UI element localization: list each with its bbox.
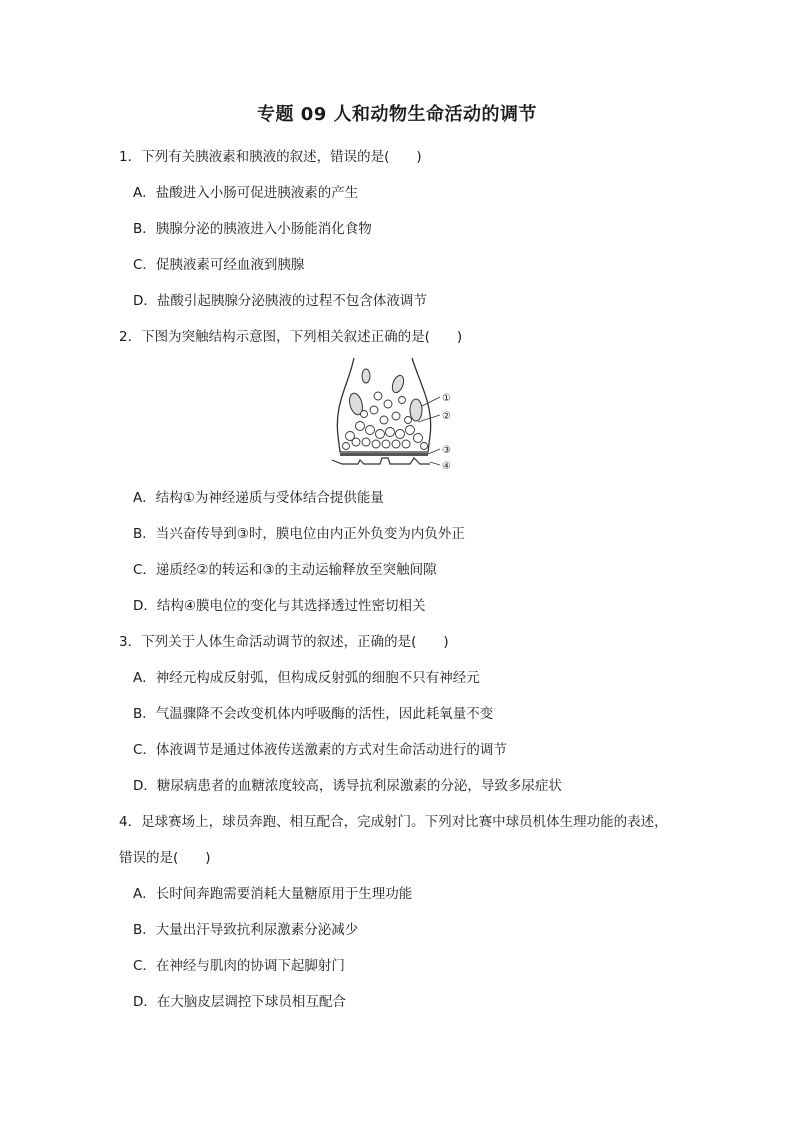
postsynaptic-membrane (332, 458, 430, 464)
question-3-option-c: C．体液调节是通过体液传送激素的方式对生命活动进行的调节 (133, 742, 507, 758)
mitochondrion (347, 369, 422, 421)
question-1-option-b: B．胰腺分泌的胰液进入小肠能消化食物 (133, 221, 372, 237)
label-3: ③ (442, 445, 451, 456)
question-2-stem: 2．下图为突触结构示意图，下列相关叙述正确的是( ) (119, 329, 463, 345)
question-4-stem-continued: 错误的是( ) (119, 850, 211, 866)
synapse-diagram (330, 356, 462, 474)
label-4: ④ (442, 461, 451, 472)
label-2: ② (442, 411, 451, 422)
question-2-option-a: A．结构①为神经递质与受体结合提供能量 (133, 490, 384, 506)
question-2-option-d: D．结构④膜电位的变化与其选择透过性密切相关 (133, 598, 426, 614)
question-4-stem: 4．足球赛场上，球员奔跑、相互配合，完成射门。下列对比赛中球员机体生理功能的表述， (119, 814, 668, 830)
question-1-option-c: C．促胰液素可经血液到胰腺 (133, 257, 305, 273)
question-4-option-b: B．大量出汗导致抗利尿激素分泌减少 (133, 922, 359, 938)
question-3-option-a: A．神经元构成反射弧，但构成反射弧的细胞不只有神经元 (133, 670, 480, 686)
question-1-stem: 1．下列有关胰液素和胰液的叙述，错误的是( ) (119, 149, 422, 165)
question-2-option-c: C．递质经②的转运和③的主动运输释放至突触间隙 (133, 562, 437, 578)
question-1-option-d: D．盐酸引起胰腺分泌胰液的过程不包含体液调节 (133, 293, 427, 309)
question-3-option-d: D．糖尿病患者的血糖浓度较高，诱导抗利尿激素的分泌，导致多尿症状 (133, 778, 562, 794)
question-3-option-b: B．气温骤降不会改变机体内呼吸酶的活性，因此耗氧量不变 (133, 706, 494, 722)
question-4-option-a: A．长时间奔跑需要消耗大量糖原用于生理功能 (133, 886, 413, 902)
label-1: ① (442, 393, 451, 404)
question-1-option-a: A．盐酸进入小肠可促进胰液素的产生 (133, 185, 359, 201)
question-2-option-b: B．当兴奋传导到③时，膜电位由内正外负变为内负外正 (133, 526, 465, 542)
question-4-option-c: C．在神经与肌肉的协调下起脚射门 (133, 958, 345, 974)
question-3-stem: 3．下列关于人体生命活动调节的叙述，正确的是( ) (119, 634, 449, 650)
question-4-option-d: D．在大脑皮层调控下球员相互配合 (133, 994, 346, 1010)
document-title: 专题 09 人和动物生命活动的调节 (256, 104, 538, 125)
